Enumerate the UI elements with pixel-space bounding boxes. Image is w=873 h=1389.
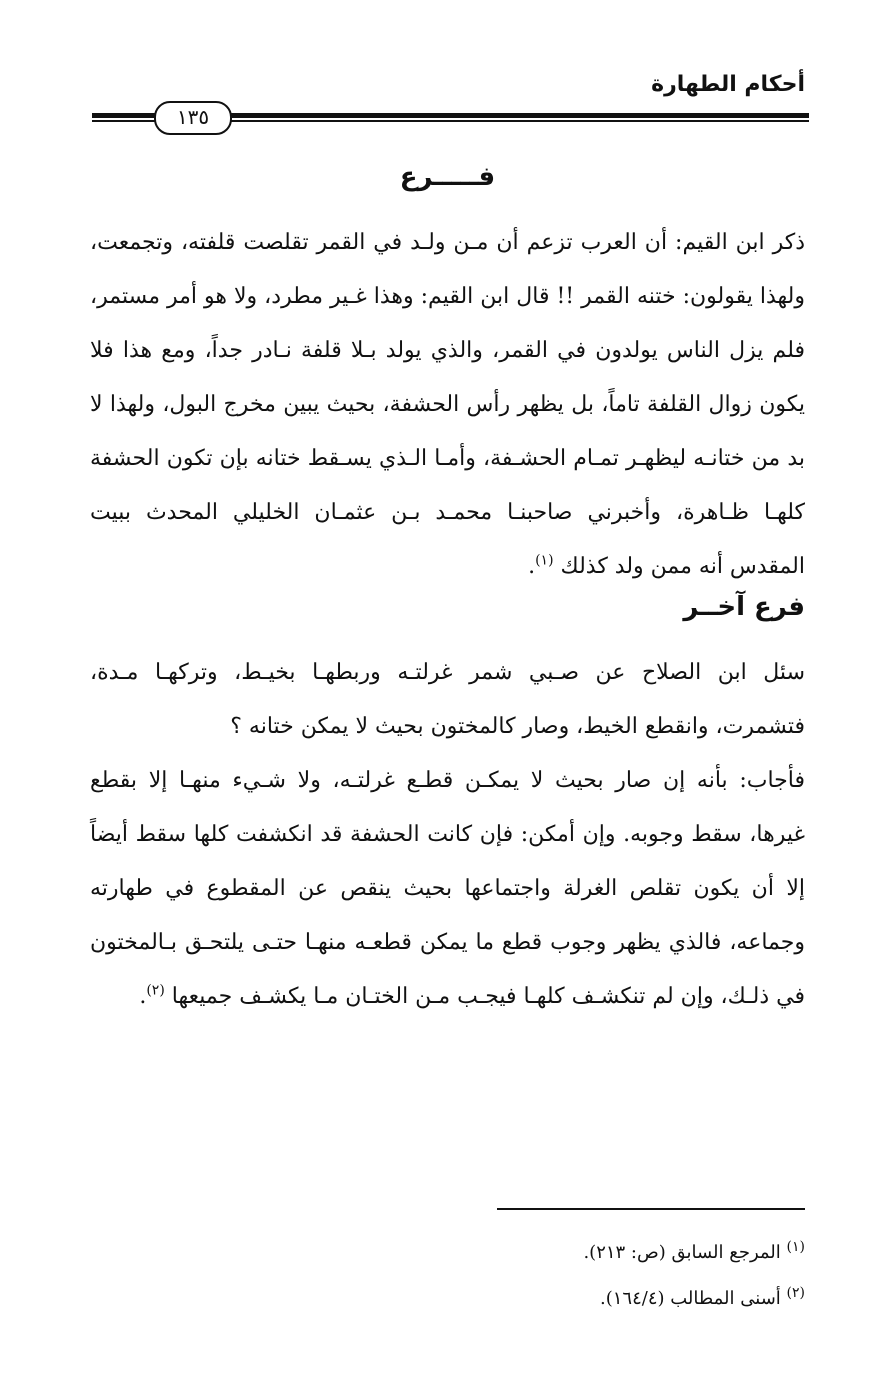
footnote-2 [305,1276,805,1322]
header-rule [92,107,809,127]
paragraph-answer: فأجاب: بأنه إن صار بحيث لا يمكـن قطـع غرلتـه، ولا شـيء منهـا إلا بقطع غيرها، سقط وجوبه. وإن أمكن: فإن كانت الحشفة قد انكشفت كلها سقط أيضاً إلا أن يكون تقلص الغرلة واجتماعها بحيث ينقص عن المقطوع في طهارته وجماعه، فالذي يظهر وجوب قطع ما يمكن قطعـه منهـا حتـى يلتحـق بـالمختون في ذلـك، وإن لم تنكشـف كلهـا فيجـب مـن الختـان مـا يكشـف جميعها $^{(٢)}$. [90,768,805,1009]
footnote-separator [497,1208,805,1210]
footnote-mark: (١) [786,1239,805,1255]
paragraph-ibn-qayyim: ذكر ابن القيم: أن العرب تزعم أن مـن ولـد في القمر تقلصت قلفته، وتجمعت، ولهذا يقولون: ختنه القمر !! قال ابن القيم: وهذا غـير مطرد، ولا هو أمر مستمر، فلم يزل الناس يولدون في القمر، والذي يولد بـلا قلفة نـادر جداً، ومع هذا فلا يكون زوال القلفة تاماً، بل يظهر رأس الحشفة، بحيث يبين مخرج البول، ولهذا لا بد من ختانـه ليظهـر تمـام الحشـفة، وأمـا الـذي يسـقط ختانه بإن تكون الحشفة كلهـا ظـاهرة، وأخبرني صاحبنـا محمـد بـن عثمـان الخليلي المحدث ببيت المقدس أنه ممن ولد كذلك $^{(١)}$. [90,230,805,579]
paragraph-question: سئل ابن الصلاح عن صـبي شمر غرلتـه وربطهـا بخيـط، وتركهـا مـدة، فتشمرت، وانقطع الخيط، وصار كالمختون بحيث لا يمكن ختانه ؟ [90,660,805,739]
footnote-text: أسنى المطالب (١٦٤/٤). [600,1288,781,1309]
paragraph-text: فأجاب: بأنه إن صار بحيث لا يمكـن قطـع غرلتـه، ولا شـيء منهـا إلا بقطع غيرها، سقط وجوبه. وإن أمكن: فإن كانت الحشفة قد انكشفت كلها سقط أيضاً إلا أن يكون تقلص الغرلة واجتماعها بحيث ينقص عن المقطوع في طهارته وجماعه، فالذي يظهر وجوب قطع ما يمكن قطعـه منهـا حتـى يلتحـق بـالمختون في ذلـك، وإن لم تنكشـف كلهـا فيجـب مـن الختـان مـا يكشـف جميعها [90,768,805,1009]
section-heading-far: فـــــرع [399,162,496,192]
footnote-ref-2: (٢) [146,982,165,999]
paragraph-text: ذكر ابن القيم: أن العرب تزعم أن مـن ولـد في القمر تقلصت قلفته، وتجمعت، ولهذا يقولون: ختنه القمر !! قال ابن القيم: وهذا غـير مطرد، ولا هو أمر مستمر، فلم يزل الناس يولدون في القمر، والذي يولد بـلا قلفة نـادر جداً، ومع هذا فلا يكون زوال القلفة تاماً، بل يظهر رأس الحشفة، بحيث يبين مخرج البول، ولهذا لا بد من ختانـه ليظهـر تمـام الحشـفة، وأمـا الـذي يسـقط ختانه بإن تكون الحشفة كلهـا ظـاهرة، وأخبرني صاحبنـا محمـد بـن عثمـان الخليلي المحدث ببيت المقدس أنه ممن ولد كذلك [90,230,805,579]
section-heading-far-akhar: فرع آخــر [683,592,805,622]
footnote-1 [305,1230,805,1276]
footnote-text: المرجع السابق (ص: ٢١٣). [583,1242,781,1263]
page-number: ١٣٥ [154,101,232,135]
footnote-mark: (٢) [786,1285,805,1301]
footnote-ref-1: (١) [535,552,554,569]
running-header-title: أحكام الطهارة [651,72,805,97]
footnotes-list [305,1230,805,1322]
